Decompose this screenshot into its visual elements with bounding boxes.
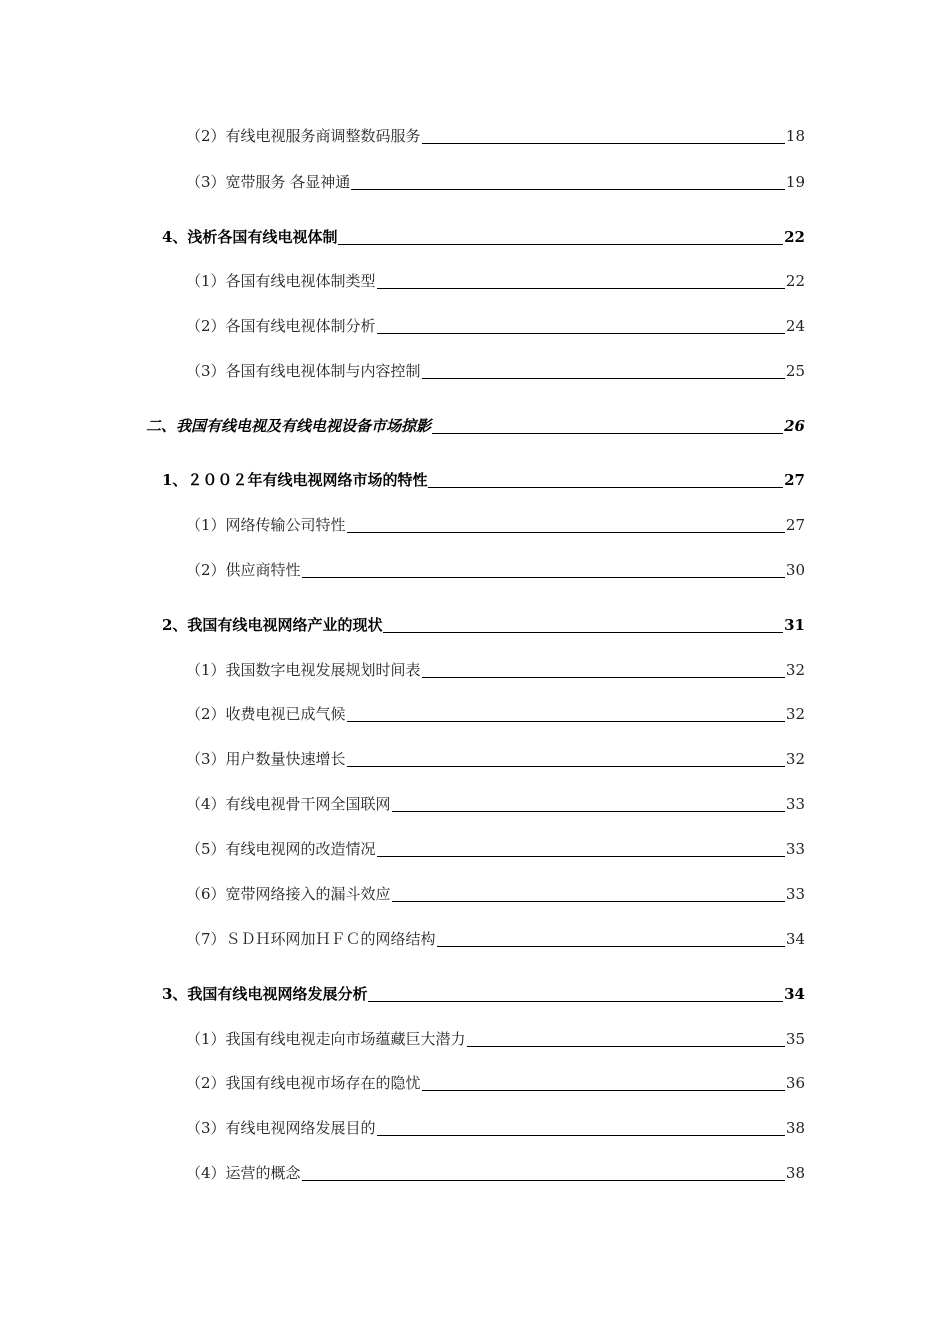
toc-entry-label: （3）宽带服务 各显神通 bbox=[186, 173, 351, 191]
toc-leader-line bbox=[377, 1135, 785, 1136]
toc-leader-line bbox=[392, 811, 785, 812]
toc-entry[interactable] bbox=[186, 269, 805, 293]
toc-entry-page-number: 22 bbox=[785, 272, 805, 290]
toc-entry-label: （2）有线电视服务商调整数码服务 bbox=[186, 127, 421, 145]
toc-entry[interactable] bbox=[186, 658, 805, 682]
toc-leader-line bbox=[377, 288, 785, 289]
toc-entry-label: （2）各国有线电视体制分析 bbox=[186, 317, 376, 335]
toc-leader-line bbox=[428, 487, 783, 488]
toc-leader-line bbox=[422, 143, 785, 144]
toc-entry[interactable] bbox=[186, 314, 805, 338]
toc-entry[interactable] bbox=[186, 124, 805, 148]
toc-leader-line bbox=[432, 433, 783, 434]
toc-entry-page-number: 33 bbox=[785, 885, 805, 903]
toc-leader-line bbox=[302, 577, 785, 578]
toc-entry-label: 二、我国有线电视及有线电视设备市场掠影 bbox=[146, 417, 432, 435]
toc-entry-label: （2）我国有线电视市场存在的隐忧 bbox=[186, 1074, 421, 1092]
toc-entry[interactable] bbox=[186, 170, 805, 194]
toc-entry[interactable] bbox=[162, 468, 805, 492]
toc-entry[interactable] bbox=[186, 513, 805, 537]
toc-leader-line bbox=[383, 632, 783, 633]
toc-entry[interactable] bbox=[186, 747, 805, 771]
toc-entry-page-number: 38 bbox=[785, 1164, 805, 1182]
toc-entry[interactable] bbox=[146, 414, 805, 438]
toc-leader-line bbox=[437, 946, 785, 947]
toc-entry-label: 2、我国有线电视网络产业的现状 bbox=[162, 616, 383, 634]
toc-entry-page-number: 34 bbox=[784, 985, 805, 1003]
toc-entry[interactable] bbox=[162, 613, 805, 637]
toc-entry-label: （3）用户数量快速增长 bbox=[186, 750, 346, 768]
toc-entry-page-number: 22 bbox=[784, 228, 805, 246]
toc-entry-page-number: 32 bbox=[785, 705, 805, 723]
toc-leader-line bbox=[368, 1001, 783, 1002]
toc-entry-page-number: 33 bbox=[785, 795, 805, 813]
toc-entry-label: 3、我国有线电视网络发展分析 bbox=[162, 985, 368, 1003]
toc-entry-page-number: 26 bbox=[784, 417, 805, 435]
toc-entry[interactable] bbox=[186, 558, 805, 582]
toc-leader-line bbox=[347, 721, 785, 722]
toc-entry[interactable] bbox=[186, 882, 805, 906]
toc-entry-label: （2）收费电视已成气候 bbox=[186, 705, 346, 723]
toc-leader-line bbox=[302, 1180, 785, 1181]
toc-entry-page-number: 34 bbox=[785, 930, 805, 948]
toc-entry-page-number: 35 bbox=[785, 1030, 805, 1048]
toc-entry[interactable] bbox=[186, 702, 805, 726]
toc-entry-label: （1）我国有线电视走向市场蕴藏巨大潜力 bbox=[186, 1030, 466, 1048]
toc-leader-line bbox=[422, 1090, 785, 1091]
toc-entry-page-number: 24 bbox=[785, 317, 805, 335]
toc-leader-line bbox=[338, 244, 783, 245]
toc-entry-label: （1）我国数字电视发展规划时间表 bbox=[186, 661, 421, 679]
toc-entry-page-number: 33 bbox=[785, 840, 805, 858]
toc-leader-line bbox=[377, 333, 785, 334]
toc-leader-line bbox=[347, 766, 785, 767]
toc-leader-line bbox=[422, 677, 785, 678]
toc-entry-page-number: 19 bbox=[785, 173, 805, 191]
toc-entry[interactable] bbox=[186, 1116, 805, 1140]
toc-entry-page-number: 27 bbox=[784, 471, 805, 489]
toc-entry[interactable] bbox=[162, 982, 805, 1006]
toc-entry[interactable] bbox=[186, 359, 805, 383]
toc-entry-label: （7）ＳＤＨ环网加ＨＦＣ的网络结构 bbox=[186, 930, 436, 948]
toc-entry-label: 1、２００２年有线电视网络市场的特性 bbox=[162, 471, 428, 489]
toc-entry-label: （4）有线电视骨干网全国联网 bbox=[186, 795, 391, 813]
toc-entry-page-number: 27 bbox=[785, 516, 805, 534]
toc-leader-line bbox=[467, 1046, 785, 1047]
toc-leader-line bbox=[377, 856, 785, 857]
toc-entry-page-number: 36 bbox=[785, 1074, 805, 1092]
toc-entry-label: （1）网络传输公司特性 bbox=[186, 516, 346, 534]
toc-entry[interactable] bbox=[186, 837, 805, 861]
toc-entry[interactable] bbox=[186, 1071, 805, 1095]
toc-entry-label: （3）有线电视网络发展目的 bbox=[186, 1119, 376, 1137]
toc-entry[interactable] bbox=[186, 1027, 805, 1051]
toc-entry-page-number: 32 bbox=[785, 661, 805, 679]
toc-entry-page-number: 31 bbox=[784, 616, 805, 634]
toc-entry-label: （2）供应商特性 bbox=[186, 561, 301, 579]
toc-entry-label: 4、浅析各国有线电视体制 bbox=[162, 228, 338, 246]
toc-entry-label: （6）宽带网络接入的漏斗效应 bbox=[186, 885, 391, 903]
toc-entry[interactable] bbox=[186, 927, 805, 951]
toc-leader-line bbox=[351, 189, 785, 190]
toc-entry-page-number: 25 bbox=[785, 362, 805, 380]
toc-entry[interactable] bbox=[162, 225, 805, 249]
toc-entry-page-number: 18 bbox=[785, 127, 805, 145]
toc-entry-page-number: 38 bbox=[785, 1119, 805, 1137]
toc-entry-page-number: 30 bbox=[785, 561, 805, 579]
toc-entry-label: （3）各国有线电视体制与内容控制 bbox=[186, 362, 421, 380]
toc-entry-label: （5）有线电视网的改造情况 bbox=[186, 840, 376, 858]
toc-entry-label: （1）各国有线电视体制类型 bbox=[186, 272, 376, 290]
toc-entry[interactable] bbox=[186, 1161, 805, 1185]
toc-entry-page-number: 32 bbox=[785, 750, 805, 768]
toc-leader-line bbox=[422, 378, 785, 379]
toc-leader-line bbox=[347, 532, 785, 533]
toc-leader-line bbox=[392, 901, 785, 902]
toc-entry-label: （4）运营的概念 bbox=[186, 1164, 301, 1182]
toc-entry[interactable] bbox=[186, 792, 805, 816]
